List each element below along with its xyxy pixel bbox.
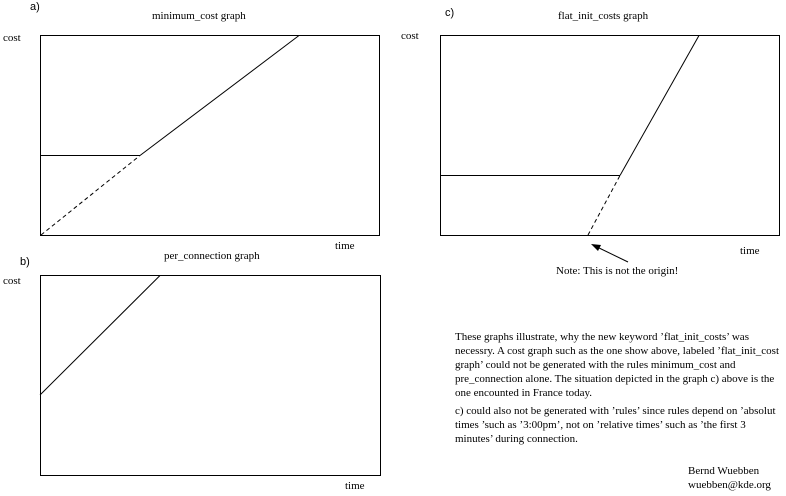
note-arrow-shaft <box>595 246 628 262</box>
author-email: wuebben@kde.org <box>688 479 771 491</box>
graph-a-dashed-extension <box>41 156 140 236</box>
graph-a-frame <box>41 36 380 236</box>
panel-b-xlabel: time <box>345 480 365 492</box>
panel-b-ylabel: cost <box>3 275 21 287</box>
panel-c-ylabel: cost <box>401 30 419 42</box>
panel-c-tag: c) <box>445 7 455 19</box>
panel-c-title: flat_init_costs graph <box>558 10 649 22</box>
graph-b-slope-line <box>40 276 160 396</box>
description-paragraph-2: c) could also not be generated with ’rules’ since rules depend on ’absolut times ’such as ’3:00pm’, not on ’relative times’ such as ’the first 3 minutes’ during connection. <box>455 405 776 445</box>
panel-b-title: per_connection graph <box>164 250 260 262</box>
panel-b-tag: b) <box>20 256 30 268</box>
signature <box>688 464 771 492</box>
panel-c-xlabel: time <box>740 245 760 257</box>
panel-a-title: minimum_cost graph <box>152 10 246 22</box>
graph-c-frame <box>441 36 780 236</box>
note-arrow-head <box>591 244 601 251</box>
graph-c-dashed-extension <box>588 176 620 236</box>
panel-a-xlabel: time <box>335 240 355 252</box>
panel-a-tag: a) <box>30 1 40 13</box>
graph-a-slope-line <box>140 36 299 156</box>
origin-note: Note: This is not the origin! <box>556 265 679 277</box>
description <box>455 330 785 450</box>
graph-b-frame <box>41 276 381 476</box>
graph-c-slope-line <box>620 36 699 176</box>
description-paragraph-1: These graphs illustrate, why the new keyword ’flat_init_costs’ was necessry. A cost graph such as the one show above, labeled ’flat_init_cost graph’ could not be generated with the rules minimum_cost and pre_connection alone. The situation depicted in the graph c) above is the one encounted in France today. <box>455 331 780 399</box>
author-name: Bernd Wuebben <box>688 465 760 477</box>
panel-a-ylabel: cost <box>3 32 21 44</box>
